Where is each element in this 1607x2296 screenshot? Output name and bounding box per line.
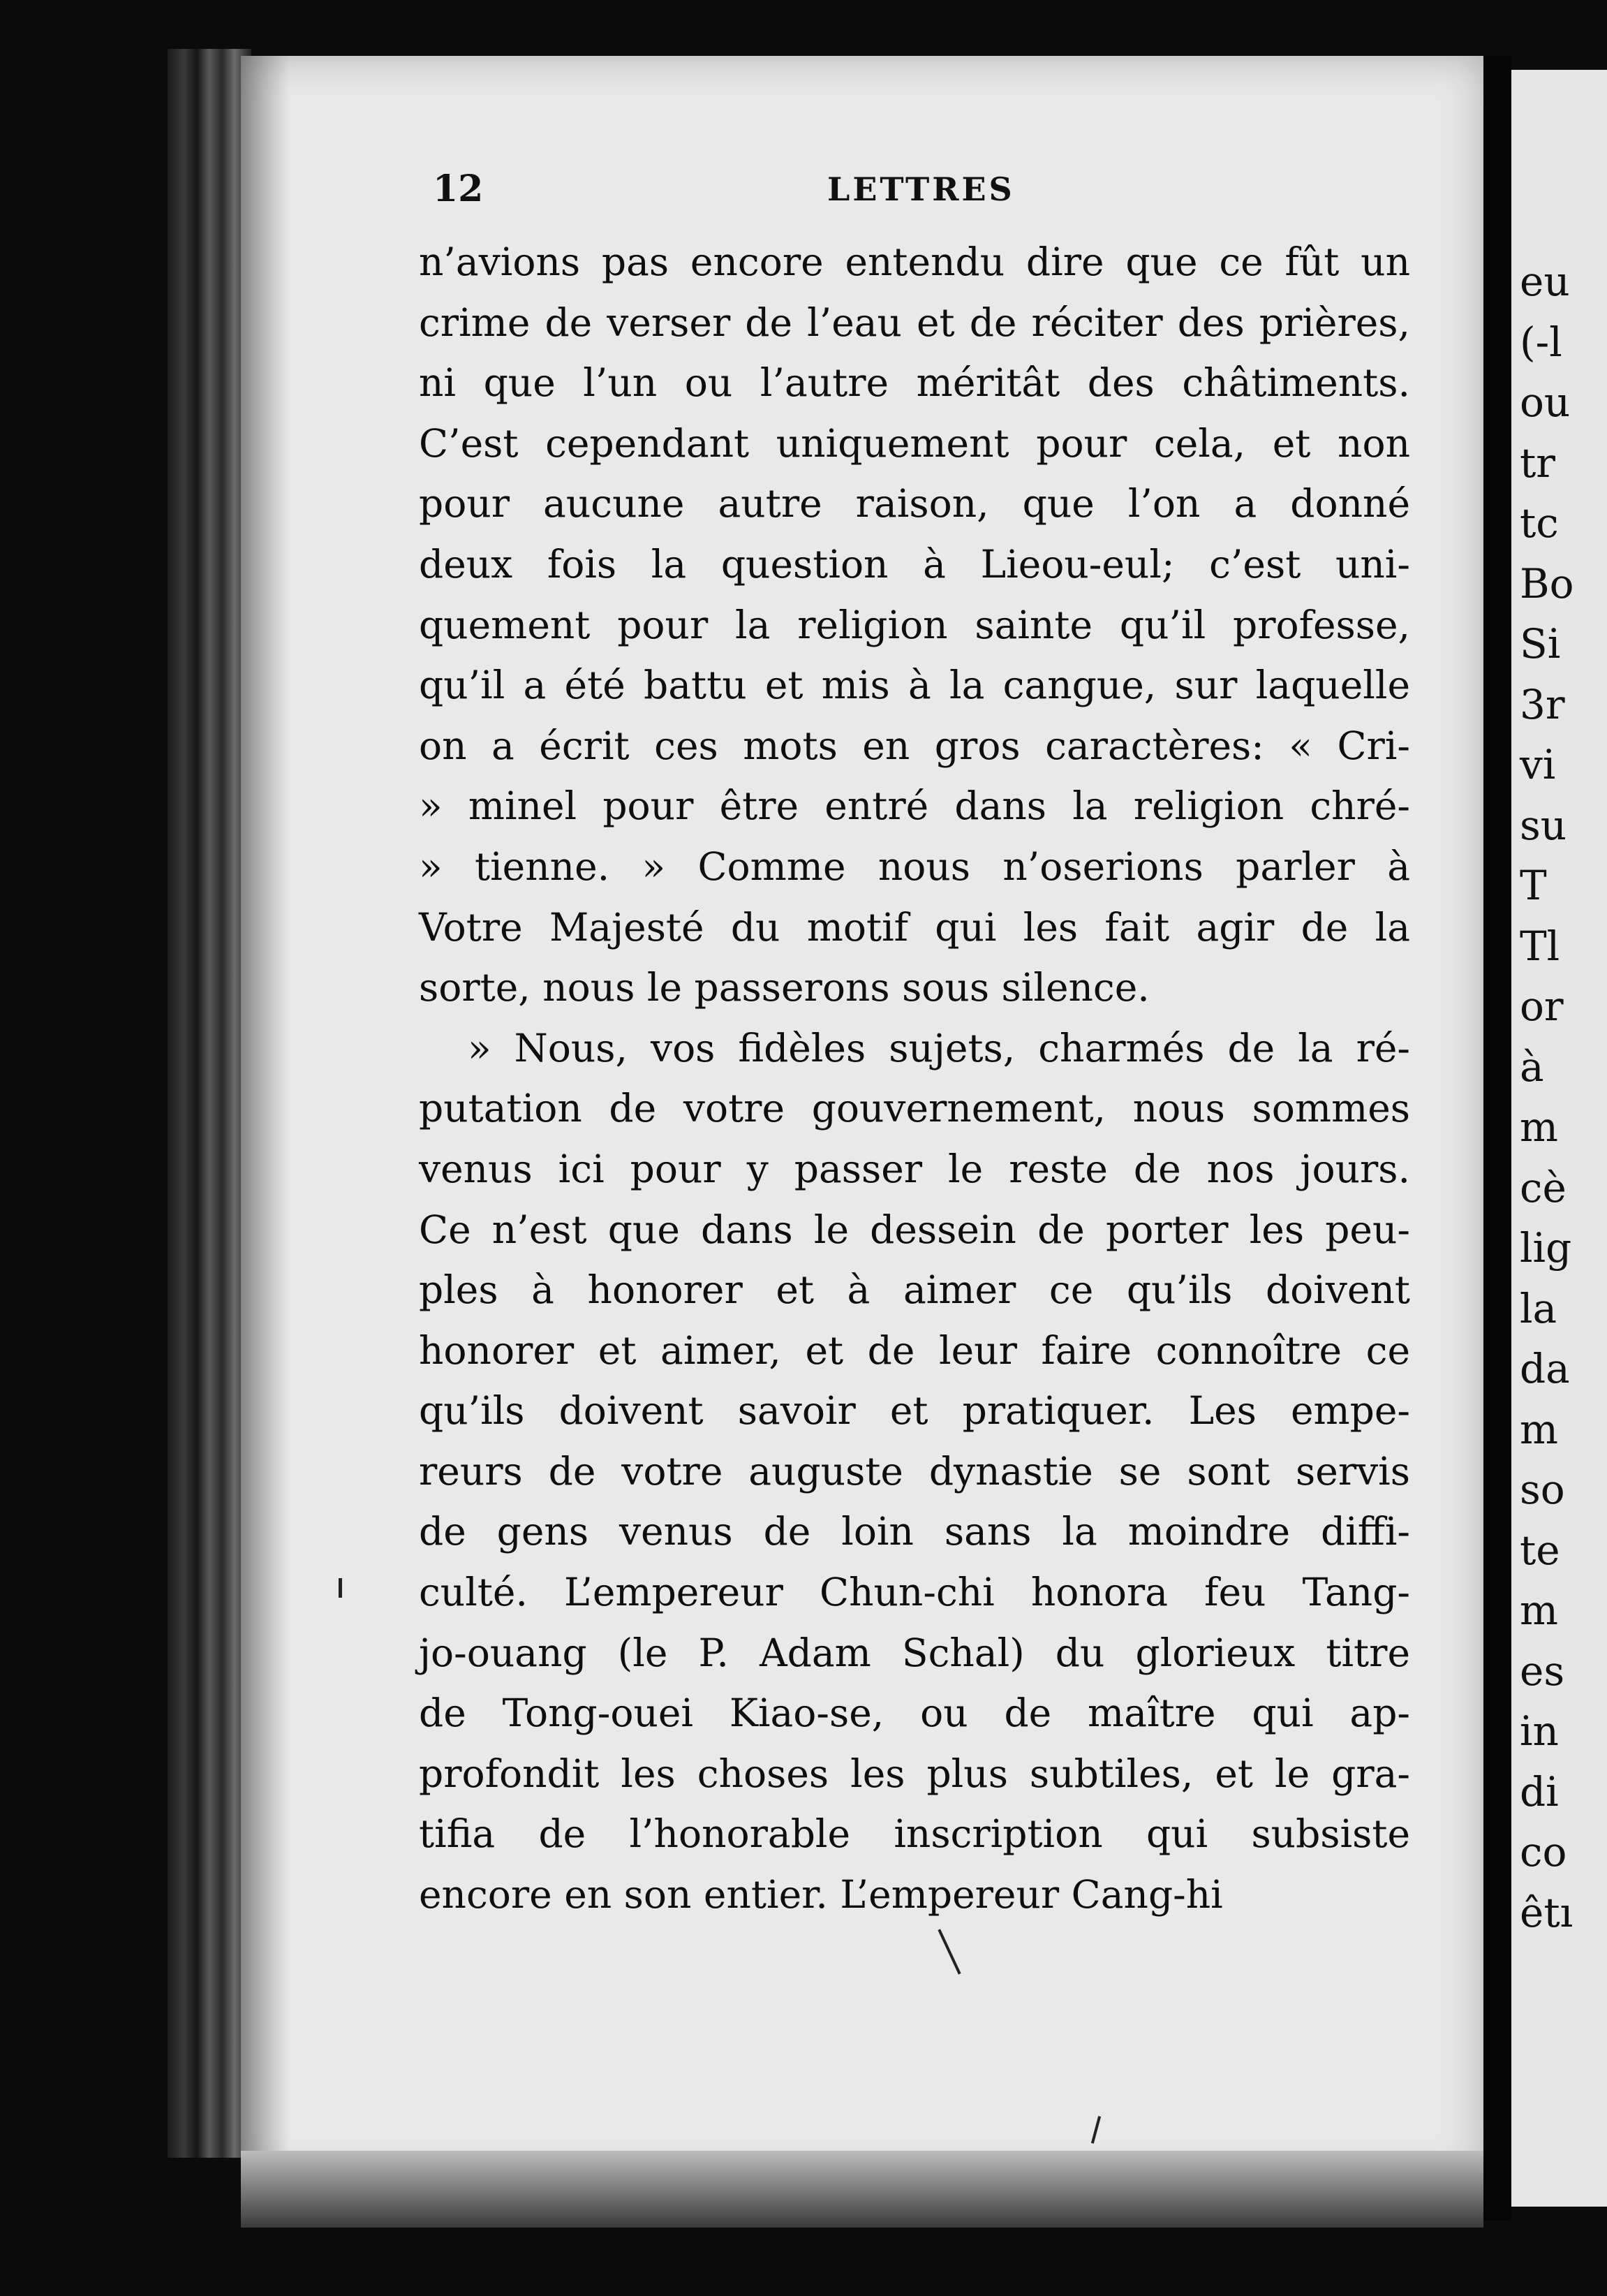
body-text	[419, 232, 1410, 1925]
facing-page-fragment: T	[1520, 862, 1547, 909]
facing-page-fragment: Si	[1520, 620, 1561, 668]
facing-page-fragment: m	[1520, 1405, 1558, 1453]
scan-speck	[339, 1578, 342, 1598]
facing-page-fragment: te	[1520, 1526, 1560, 1574]
text-line: tifia de l’honorable inscription qui subsiste	[419, 1811, 1410, 1857]
text-line: profondit les choses les plus subtiles, et le gra-	[419, 1751, 1410, 1796]
facing-page-fragment: eu	[1520, 258, 1570, 305]
text-line: Ce n’est que dans le dessein de porter les peu-	[419, 1207, 1410, 1252]
facing-page-fragment: Tl	[1520, 922, 1560, 970]
facing-page-fragment: so	[1520, 1466, 1565, 1513]
page-number: 12	[433, 168, 484, 210]
text-line: honorer et aimer, et de leur faire connoître ce	[419, 1327, 1410, 1373]
facing-page-fragment: co	[1520, 1828, 1567, 1876]
facing-page-fragment: lig	[1520, 1224, 1572, 1272]
binding-shadow	[241, 56, 290, 2179]
facing-page-fragment: à	[1520, 1043, 1544, 1091]
text-line: de gens venus de loin sans la moindre diffi-	[419, 1509, 1410, 1554]
facing-page-fragment: la	[1520, 1284, 1557, 1332]
text-line: on a écrit ces mots en gros caractères: « Cri-	[419, 723, 1410, 768]
text-line: venus ici pour y passer le reste de nos jours.	[419, 1146, 1410, 1191]
text-line: Votre Majesté du motif qui les fait agir de la	[419, 904, 1410, 950]
text-line: n’avions pas encore entendu dire que ce fût un	[419, 240, 1410, 284]
facing-page-fragment: êtı	[1520, 1888, 1573, 1936]
text-line: reurs de votre auguste dynastie se sont servis	[419, 1448, 1410, 1494]
text-line: ples à honorer et à aimer ce qu’ils doivent	[419, 1267, 1410, 1313]
text-line: encore en son entier. L’empereur Cang-hi	[419, 1872, 1223, 1918]
facing-page-fragment: da	[1520, 1345, 1570, 1392]
facing-page-text	[1520, 251, 1607, 1943]
text-line: qu’ils doivent savoir et pratiquer. Les empe-	[419, 1388, 1410, 1434]
facing-page-fragment: su	[1520, 801, 1567, 849]
text-line: qu’il a été battu et mis à la cangue, sur laquelle	[419, 663, 1410, 708]
facing-page-fragment: di	[1520, 1767, 1559, 1816]
facing-page-fragment: es	[1520, 1647, 1565, 1695]
facing-page-fragment: in	[1520, 1707, 1559, 1755]
facing-page-fragment: 3r	[1520, 680, 1565, 728]
text-line: deux fois la question à Lieou-eul; c’est uni-	[419, 541, 1410, 587]
text-line: ni que l’un ou l’autre méritât des châtiments.	[419, 360, 1410, 406]
text-line: quement pour la religion sainte qu’il professe,	[419, 602, 1410, 647]
text-line: sorte, nous le passerons sous silence.	[419, 965, 1150, 1010]
facing-page-fragment: m	[1520, 1587, 1558, 1634]
facing-page-fragment: Bo	[1520, 559, 1574, 608]
text-line: C’est cependant uniquement pour cela, et non	[419, 420, 1410, 466]
facing-page	[1511, 70, 1607, 2207]
facing-page-fragment: m	[1520, 1103, 1558, 1151]
facing-page-fragment: tc	[1520, 499, 1559, 547]
text-line: pour aucune autre raison, que l’on a donné	[419, 481, 1410, 527]
text-line: » tienne. » Comme nous n’oserions parler à	[419, 844, 1410, 889]
facing-page-fragment: vi	[1520, 741, 1556, 788]
running-head: LETTRES	[827, 170, 1015, 208]
facing-page-fragment: (-l	[1520, 318, 1562, 366]
text-line: » minel pour être entré dans la religion chré-	[419, 783, 1410, 829]
text-line: crime de verser de l’eau et de réciter des prières,	[419, 300, 1410, 345]
facing-page-fragment: ou	[1520, 378, 1571, 426]
text-line: culté. L’empereur Chun-chi honora feu Tang-	[419, 1570, 1410, 1615]
facing-page-fragment: or	[1520, 983, 1564, 1030]
text-line: putation de votre gouvernement, nous sommes	[419, 1086, 1410, 1131]
text-line: jo-ouang (le P. Adam Schal) du glorieux titre	[419, 1630, 1410, 1675]
facing-page-fragment: cè	[1520, 1163, 1567, 1212]
text-line: de Tong-ouei Kiao-se, ou de maître qui ap-	[419, 1691, 1410, 1736]
page-bottom-shadow	[241, 2151, 1483, 2228]
page-edges	[168, 49, 251, 2158]
facing-page-fragment: tr	[1520, 439, 1556, 487]
text-line: » Nous, vos fidèles sujets, charmés de la ré-	[468, 1025, 1410, 1070]
gutter	[1483, 56, 1511, 2221]
